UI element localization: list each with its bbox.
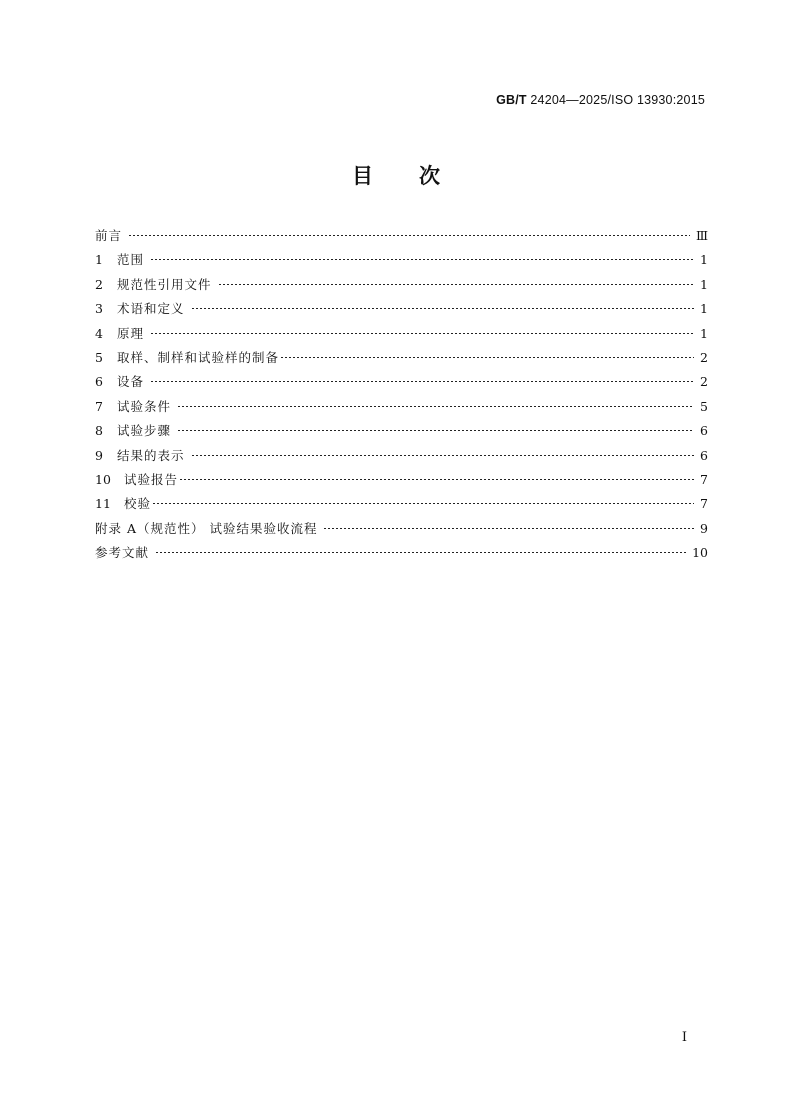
toc-entry-label: 范围	[117, 252, 145, 268]
table-of-contents	[95, 226, 708, 567]
toc-entry-8[interactable]	[95, 421, 708, 445]
toc-dot-leader	[218, 284, 694, 285]
toc-dot-leader	[177, 430, 694, 431]
toc-dot-leader	[128, 235, 690, 236]
toc-entry-bibliography[interactable]	[95, 543, 708, 567]
toc-dot-leader	[150, 381, 694, 382]
toc-entry-7[interactable]	[95, 397, 708, 421]
toc-entry-page: 1	[700, 325, 708, 341]
document-code-number: 24204—2025/ISO 13930:2015	[526, 93, 705, 107]
toc-entry-page: 1	[700, 301, 708, 317]
toc-entry-label: 规范性引用文件	[117, 276, 212, 292]
toc-entry-page: 6	[700, 423, 708, 439]
toc-entry-10[interactable]	[95, 470, 708, 494]
toc-entry-label: 前言	[95, 228, 123, 243]
toc-entry-annex-a[interactable]	[95, 519, 708, 543]
toc-entry-label: 试验报告	[124, 471, 179, 487]
toc-dot-leader	[191, 308, 694, 309]
toc-entry-number: 8	[95, 423, 103, 439]
toc-entry-page: 10	[692, 545, 708, 561]
toc-entry-number: 3	[95, 301, 103, 317]
toc-entry-number: 6	[95, 374, 103, 390]
toc-dot-leader	[150, 333, 694, 334]
toc-entry-3[interactable]	[95, 299, 708, 323]
toc-entry-number: 2	[95, 276, 103, 292]
toc-entry-5[interactable]	[95, 348, 708, 372]
toc-entry-number: 9	[95, 447, 103, 463]
page-number: I	[681, 1030, 687, 1045]
toc-entry-number: 1	[95, 252, 103, 268]
toc-entry-9[interactable]	[95, 446, 708, 470]
toc-entry-11[interactable]	[95, 494, 708, 518]
page-title: 目次	[352, 164, 486, 188]
toc-entry-label: 原理	[117, 325, 145, 341]
toc-entry-page: 2	[700, 374, 708, 390]
toc-entry-page: 5	[700, 398, 708, 414]
toc-dot-leader	[179, 479, 694, 480]
toc-entry-label: 试验步骤	[117, 423, 172, 439]
toc-entry-number: 5	[95, 349, 103, 365]
toc-dot-leader	[155, 552, 686, 553]
toc-entry-2[interactable]	[95, 275, 708, 299]
toc-dot-leader	[280, 357, 694, 358]
toc-entry-page: 1	[700, 252, 708, 268]
document-code	[496, 93, 705, 107]
toc-entry-page: Ⅲ	[695, 228, 708, 243]
toc-dot-leader	[152, 503, 694, 504]
toc-entry-page: 2	[700, 349, 708, 365]
toc-entry-page: 7	[700, 471, 708, 487]
toc-entry-page: 6	[700, 447, 708, 463]
toc-entry-page: 7	[700, 496, 708, 512]
toc-entry-foreword[interactable]	[95, 226, 708, 250]
toc-dot-leader	[177, 406, 694, 407]
toc-entry-label: 试验条件	[117, 398, 172, 414]
toc-entry-4[interactable]	[95, 324, 708, 348]
toc-entry-number: 7	[95, 398, 103, 414]
toc-entry-label: 结果的表示	[117, 447, 185, 463]
toc-entry-label: 设备	[117, 374, 145, 390]
toc-entry-label: 参考文献	[95, 545, 150, 561]
toc-entry-number: 10	[95, 471, 111, 487]
toc-entry-page: 9	[700, 520, 708, 536]
toc-dot-leader	[191, 455, 694, 456]
toc-entry-label: 术语和定义	[117, 301, 185, 317]
document-code-prefix: GB/T	[496, 93, 527, 107]
toc-entry-label: 附录 A（规范性） 试验结果验收流程	[95, 520, 318, 536]
toc-entry-number: 11	[95, 496, 111, 512]
toc-entry-label: 校验	[124, 496, 152, 512]
toc-entry-label: 取样、制样和试验样的制备	[117, 349, 280, 365]
toc-dot-leader	[323, 528, 694, 529]
toc-entry-6[interactable]	[95, 372, 708, 396]
toc-entry-1[interactable]	[95, 250, 708, 274]
toc-dot-leader	[150, 259, 694, 260]
toc-entry-number: 4	[95, 325, 103, 341]
toc-entry-page: 1	[700, 276, 708, 292]
